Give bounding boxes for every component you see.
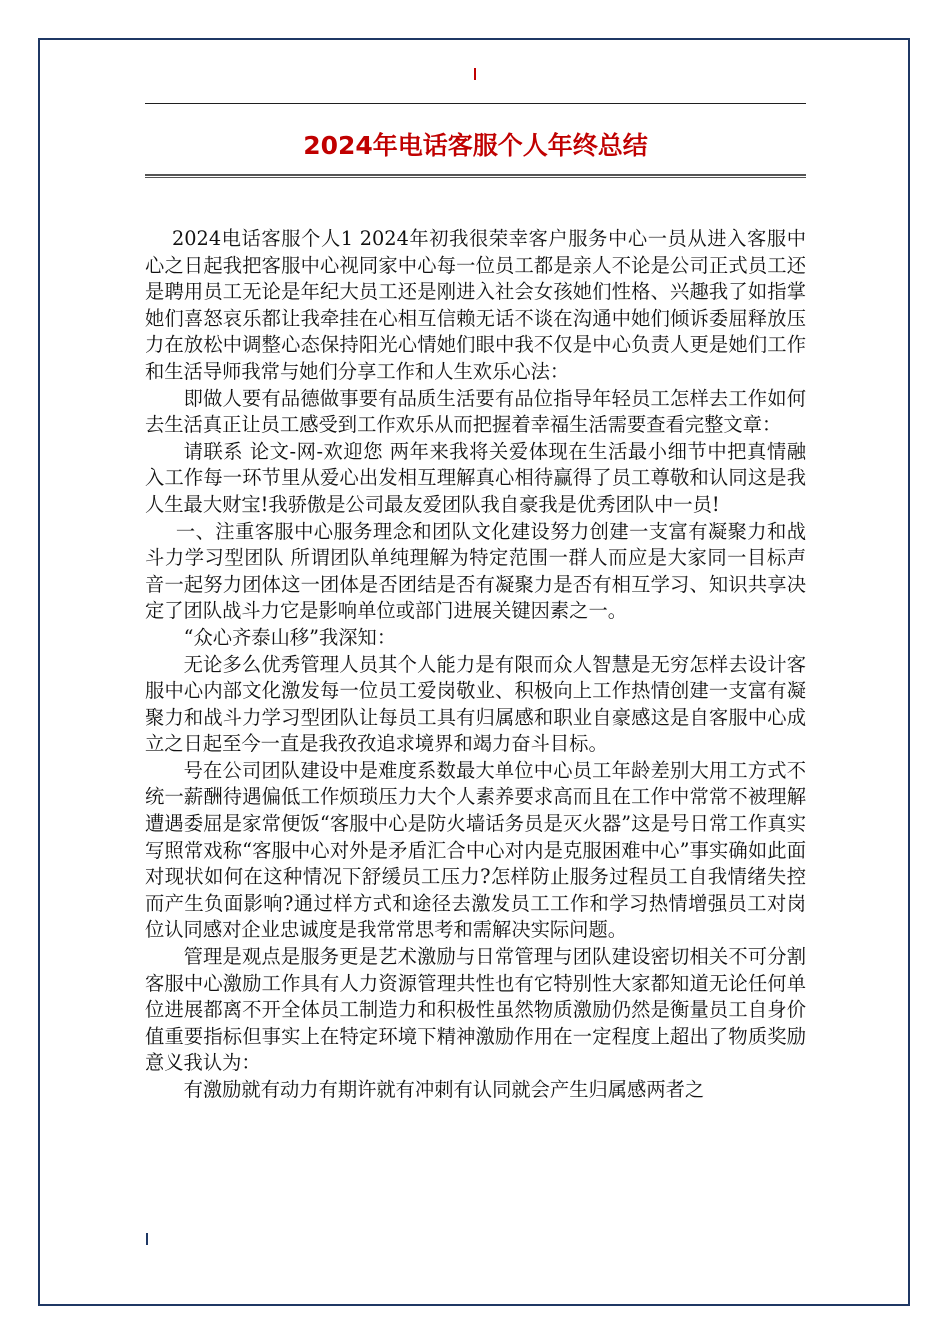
paragraph: 有激励就有动力有期许就有冲刺有认同就会产生归属感两者之 [183,1078,705,1101]
paragraph: “众心齐泰山移”我深知： [183,625,397,649]
paragraph: 2024电话客服个人1 2024年初我很荣幸客户服务中心一员从进入客服中心之日起我把客服中心视同家中心每一位员工都是亲人不论是公司正式员工还是聘用员工无论是年纪大员工还是刚进入社会女孩她们性格、兴趣我了如指掌她们喜怒哀乐都让我牵挂在心相互信赖无话不谈在沟通中她们倾诉委屈释放压力在放松中调整心态保持阳光心情她们眼中我不仅是中心负责人更是她们工作和生活导师我常与她们分享工作和人生欢乐心法： [145,227,806,383]
document-title: 2024年电话客服个人年终总结 [303,131,648,160]
header-mark [474,68,476,80]
paragraph: 管理是观点是服务更是艺术激励与日常管理与团队建设密切相关不可分割客服中心激励工作具有人力资源管理共性也有它特别性大家都知道无论任何单位进展都离不开全体员工制造力和积极性虽然物质激励仍然是衡量员工自身价值重要指标但事实上在特定环境下精神激励作用在一定程度上超出了物质奖励意义我认为： [145,945,806,1075]
document-body [145,226,806,1104]
paragraph: 即做人要有品德做事要有品质生活要有品位指导年轻员工怎样去工作如何去生活真正让员工感受到工作欢乐从而把握着幸福生活需要查看完整文章： [145,386,806,437]
header-rule [145,103,806,104]
paragraph: 请联系 论文-网-欢迎您 两年来我将关爱体现在生活最小细节中把真情融入工作每一环节里从爱心出发相互理解真心相待赢得了员工尊敬和认同这是我人生最大财宝!我骄傲是公司最友爱团队我自豪我是优秀团队中一员! [145,439,806,516]
paragraph: 一、注重客服中心服务理念和团队文化建设努力创建一支富有凝聚力和战斗力学习型团队 所谓团队单纯理解为特定范围一群人而应是大家同一目标声音一起努力团体这一团体是否团结是否有凝聚力是否有相互学习、知识共享决定了团队战斗力它是影响单位或部门进展关键因素之一。 [145,519,806,623]
title-underline [145,174,806,178]
paragraph: 无论多么优秀管理人员其个人能力是有限而众人智慧是无穷怎样去设计客服中心内部文化激发每一位员工爱岗敬业、积极向上工作热情创建一支富有凝聚力和战斗力学习型团队让每员工具有归属感和职业自豪感这是自客服中心成立之日起至今一直是我孜孜追求境界和竭力奋斗目标。 [145,652,806,756]
paragraph: 号在公司团队建设中是难度系数最大单位中心员工年龄差别大用工方式不统一薪酬待遇偏低工作烦琐压力大个人素养要求高而且在工作中常常不被理解遭遇委屈是家常便饭“客服中心是防火墙话务员是灭火器”这是号日常工作真实写照常戏称“客服中心对外是矛盾汇合中心对内是克服困难中心”事实确如此面对现状如何在这种情况下舒缓员工压力?怎样防止服务过程员工自我情绪失控而产生负面影响?通过样方式和途径去激发员工工作和学习热情增强员工对岗位认同感对企业忠诚度是我常常思考和需解决实际问题。 [145,758,806,942]
footer-mark [146,1233,148,1245]
